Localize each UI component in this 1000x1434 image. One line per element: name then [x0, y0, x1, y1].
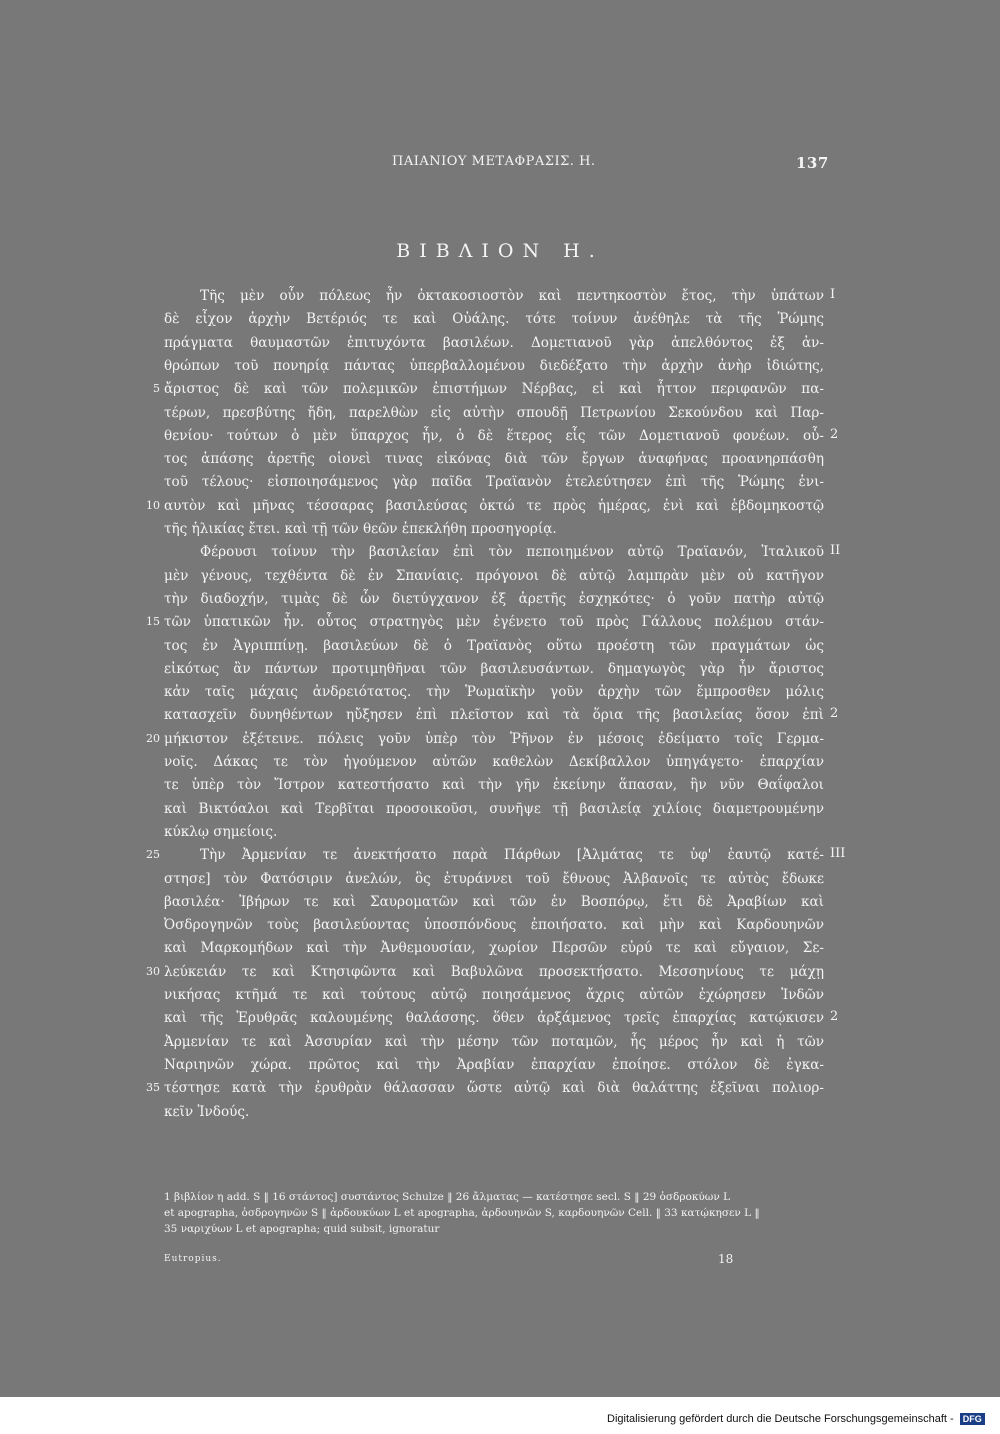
- line-number: 20: [146, 731, 160, 745]
- text-line: τοῦ τέλους· εἰσποιησάμενος γὰρ παῖδα Τραϊανὸν ἐτελεύτησεν ἐπὶ τῆς Ῥώμης ἐνι-: [164, 474, 824, 491]
- text-line: πράγματα θαυμαστῶν ἐπιτυχόντα βασιλέων. Δομετιανοῦ γὰρ ἀπελθόντος ἐξ ἀν-: [164, 334, 824, 351]
- footnote-line: et apographa, ὀσδρογηνῶν S ‖ ἀρδουκύων L et apographa, ἀρδουηνῶν S, καρδουηνῶν Cell. ‖ 33 κατῴκησεν L ‖: [164, 1207, 760, 1219]
- text-line: βασιλέα· Ἰβήρων τε καὶ Σαυροματῶν καὶ τῶν ἐν Βοσπόρῳ, ἔτι δὲ Ἀραβίων καὶ: [164, 893, 824, 910]
- text-line: Ναριηνῶν χώρα. πρῶτος καὶ τὴν Ἀραβίαν ἐπαρχίαν ἐποίησε. στόλον δὲ ἐγκα-: [164, 1056, 824, 1073]
- text-line: κεῖν Ἰνδούς.: [164, 1103, 250, 1120]
- text-line: κύκλῳ σημείοις.: [164, 823, 278, 840]
- text-line: τος ἁπάσης ἀρετῆς οἱονεὶ τινας εἰκόνας διὰ τῶν ἔργων ἀναφήνας προανηρπάσθη: [164, 451, 824, 468]
- line-number: 5: [153, 382, 160, 396]
- margin-section-number: 2: [830, 706, 839, 722]
- text-line: κἀν ταῖς μάχαις ἀνδρειότατος. τὴν Ῥωμαϊκὴν γοῦν ἀρχὴν τῶν ἔμπροσθεν μόλις: [164, 684, 824, 701]
- sheet-number: 18: [718, 1252, 734, 1266]
- text-line: στησε] τὸν Φατόσιριν ἀνελών, ὃς ἐτυράννει τοῦ ἔθνους Ἀλβανοῖς τε αὐτὸς ἔδωκε: [164, 870, 824, 887]
- text-line: μήκιστον ἐξέτεινε. πόλεις γοῦν ὑπὲρ τὸν Ῥῆνον ἐν μέσοις ἐδείματο τοῖς Γερμα-: [164, 730, 824, 747]
- line-number: 30: [146, 964, 160, 978]
- margin-section-number: 2: [830, 1009, 839, 1025]
- text-line: τὴν διαδοχήν, τιμὰς δὲ ὧν διετύγχανον ἐξ ἀρετῆς ἐσχηκότες· ὁ γοῦν πατὴρ αὐτῷ: [164, 590, 824, 607]
- book-title: ΒΙΒΛΙΟΝ Η.: [396, 240, 604, 262]
- text-line: τος ἐν Ἀγριππίνῃ. βασιλεύων δὲ ὁ Τραϊανὸς οὕτω προέστη τῶν πραγμάτων ὡς: [164, 637, 824, 654]
- text-line: τῆς ἡλικίας ἔτει. καὶ τῇ τῶν θεῶν ἐπεκλήθη προσηγορίᾳ.: [164, 521, 557, 537]
- text-line: θενίου· τούτων ὁ μὲν ὕπαρχος ἦν, ὁ δὲ ἕτερος εἷς τῶν Δομετιανοῦ φονέων. οὗ-: [164, 427, 824, 444]
- text-line: νικήσας κτῆμά τε καὶ τούτους αὐτῷ ποιησάμενος ἄχρις αὐτῶν ἐχώρησεν Ἰνδῶν: [164, 987, 824, 1003]
- text-line: τε ὑπὲρ τὸν Ἴστρον κατεστήσατο καὶ τὴν γῆν ἐκείνην ἅπασαν, ἣν νῦν Θαΐφαλοι: [164, 777, 824, 794]
- line-number: 35: [146, 1081, 160, 1095]
- text-line: καὶ Μαρκομήδων καὶ τὴν Ἀνθεμουσίαν, χωρίον Περσῶν εὐρύ τε καὶ εὔγαιον, Σε-: [164, 940, 824, 957]
- margin-section-number: 2: [830, 426, 839, 442]
- text-line: μὲν γένους, τεχθέντα δὲ ἐν Σπανίαις. πρόγονοι δὲ αὐτῷ λαμπρὰν μὲν οὐ κατῆγον: [164, 567, 824, 584]
- running-head: ΠΑΙΑΝΙΟΥ ΜΕΤΑΦΡΑΣΙΣ. Η.: [392, 154, 596, 169]
- page-number: 137: [796, 154, 829, 172]
- text-line: εἰκότως ἂν πάντων προτιμηθῆναι τῶν βασιλευσάντων. δημαγωγὸς γὰρ ἦν ἄριστος: [164, 660, 824, 677]
- text-line: κατασχεῖν δυνηθέντων ηὔξησεν ἐπὶ πλεῖστον καὶ τὰ ὅρια τῆς βασιλείας ὅσον ἐπὶ: [164, 707, 824, 724]
- text-line: τέρων, πρεσβύτης ἤδη, παρελθὼν εἰς αὐτὴν σπουδῇ Πετρωνίου Σεκούνδου καὶ Παρ-: [164, 404, 824, 421]
- text-line: καὶ τῆς Ἐρυθρᾶς καλουμένης θαλάσσης. ὅθεν ἀρξάμενος τρεῖς ἐπαρχίας κατῴκισεν: [164, 1010, 824, 1027]
- digitization-credit: [607, 1413, 985, 1425]
- dfg-logo[interactable]: DFG: [960, 1413, 985, 1425]
- margin-section-number: II: [830, 543, 841, 559]
- text-line: ἄριστος δὲ καὶ τῶν πολεμικῶν ἐπιστήμων Νέρβας, εἰ καὶ ἧττον περιφανῶν πα-: [164, 381, 824, 398]
- margin-section-number: I: [830, 287, 836, 302]
- credit-text: Digitalisierung gefördert durch die Deutsche Forschungsgemeinschaft -: [607, 1413, 954, 1425]
- text-line: Φέρουσι τοίνυν τὴν βασιλείαν ἐπὶ τὸν πεποιημένον αὐτῷ Τραϊανόν, Ἰταλικοῦ: [200, 544, 824, 561]
- footnote-line: 35 ναριχύων L et apographa; quid subsit, ignoratur: [164, 1223, 440, 1235]
- line-number: 25: [146, 848, 160, 862]
- text-line: Τὴν Ἀρμενίαν τε ἀνεκτήσατο παρὰ Πάρθων [Ἀλμάτας τε ὑφ' ἑαυτῷ κατέ-: [200, 847, 824, 864]
- text-line: Ἀρμενίαν τε καὶ Ἀσσυρίαν καὶ τὴν μέσην τῶν ποταμῶν, ἧς μέρος ἦν καὶ ἡ τῶν: [164, 1033, 824, 1050]
- text-line: θρώπων τοῦ πονηρίᾳ πάντας ὑπερβαλλομένου διεδέξατο τὴν ἀρχὴν ἀνὴρ ἰδιώτης,: [164, 357, 824, 374]
- footnote-line: 1 βιβλίον η add. S ‖ 16 στάντος] συστάντος Schulze ‖ 26 ἄλματας — κατέστησε secl. S ‖ 29 ὀσδροκύων L: [164, 1191, 731, 1203]
- text-line: καὶ Βικτόαλοι καὶ Τερβῖται προσοικοῦσι, συνῆψε τῇ βασιλείᾳ χιλίοις διαμετρουμένην: [164, 800, 824, 817]
- margin-section-number: III: [830, 846, 846, 862]
- text-line: τῶν ὑπατικῶν ἦν. οὗτος στρατηγὸς μὲν ἐγένετο τοῦ πρὸς Γάλλους πολέμου στάν-: [164, 614, 824, 631]
- text-line: αυτὸν καὶ μῆνας τέσσαρας βασιλεύσας ὀκτώ τε πρὸς ἡμέρας, ἐνὶ καὶ ἑβδομηκοστῷ: [164, 497, 824, 514]
- text-line: δὲ εἶχον ἀρχὴν Βετέριός τε καὶ Οὐάλης. τότε τοίνυν ἀνέθηλε τὰ τῆς Ῥώμης: [164, 311, 824, 328]
- line-number: 15: [146, 615, 160, 629]
- text-line: Τῆς μὲν οὖν πόλεως ἦν ὀκτακοσιοστὸν καὶ πεντηκοστὸν ἔτος, τὴν ὑπάτων: [200, 288, 824, 304]
- printer-signature: Eutropius.: [164, 1254, 222, 1264]
- text-line: τέστησε κατὰ τὴν ἐρυθρὰν θάλασσαν ὥστε αὐτῷ καὶ διὰ θαλάττης ἐξεῖναι πολιορ-: [164, 1080, 824, 1097]
- text-line: Ὀσδρογηνῶν τοὺς βασιλεύοντας ὑποσπόνδους ἐποιήσατο. καὶ μὴν καὶ Καρδουηνῶν: [164, 917, 824, 934]
- text-line: νοῖς. Δάκας τε τὸν ἡγούμενον αὐτῶν καθελὼν Δεκίβαλλον ὑπηγάγετο· ἐπαρχίαν: [164, 754, 824, 770]
- text-line: λεύκειάν τε καὶ Κτησιφῶντα καὶ Βαβυλῶνα προσεκτήσατο. Μεσσηνίους τε μάχῃ: [164, 963, 824, 980]
- line-number: 10: [146, 498, 160, 512]
